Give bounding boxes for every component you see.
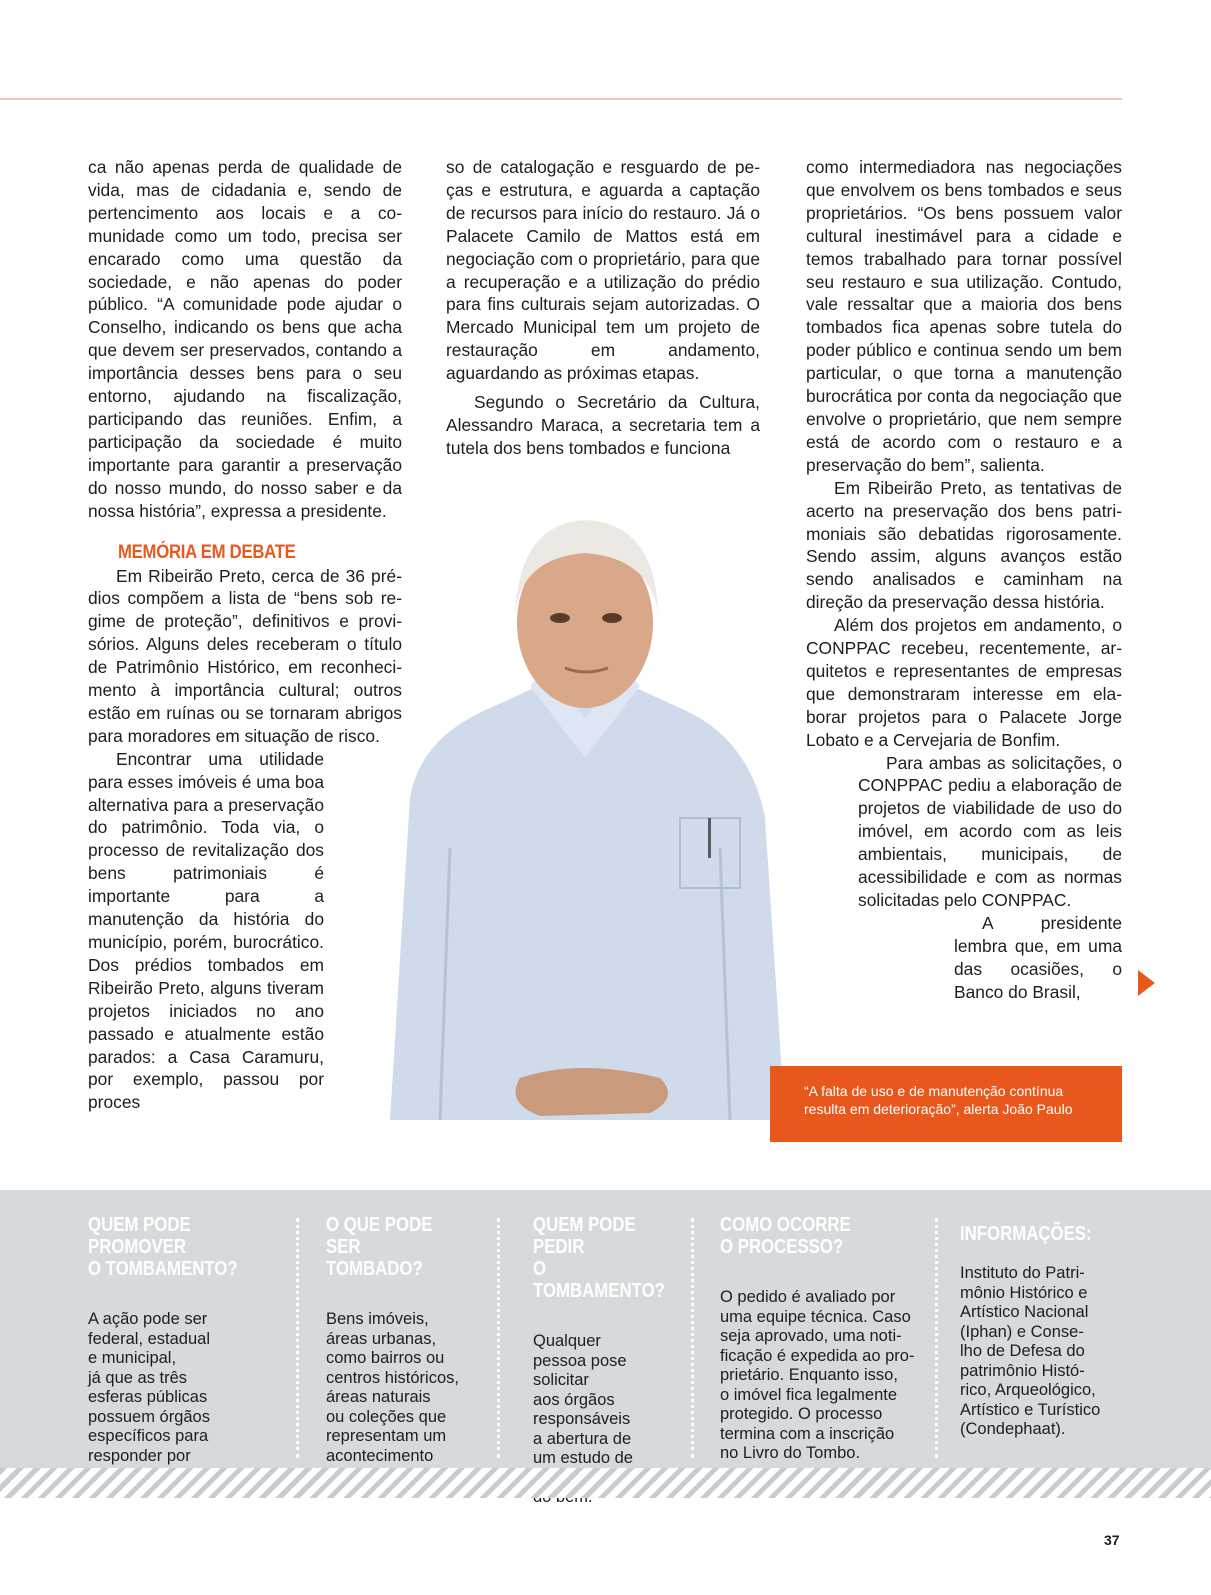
info-divider	[296, 1218, 299, 1458]
info-column-1	[88, 1214, 288, 1486]
paragraph: Em Ribeirão Preto, as tentativas de acerto na preservação dos bens patrimoniais são debatidas rigorosamente. Sendo assim, alguns avanços estão sendo analisados e caminham na direção da preservação dessa história.	[806, 477, 1122, 613]
info-title: O QUE PODE SER TOMBADO?	[326, 1214, 433, 1280]
paragraph: Encontrar uma utilidade para esses imóveis é uma boa alternativa para a preservação do patrimônio. Toda via, o processo de revitalização dos bens patrimoniais é importante para a manutenção da história do município, porém, burocrático. Dos prédios tombados em Ribeirão Preto, alguns tiveram projetos iniciados no ano passado e atualmente estão parados: a Casa Caramuru, por exemplo, passou por proces	[88, 748, 324, 1113]
info-title: COMO OCORRE O PROCESSO?	[720, 1214, 851, 1258]
page-number: 37	[1104, 1532, 1120, 1548]
paragraph: Em Ribeirão Preto, cerca de 36 prédios compõem a lista de “bens sob regime de proteção”, definitivos e provisórios. Alguns deles receberam o título de Patrimônio Histórico, em reconhecimento à importância cultural; outros estão em ruínas ou se tornaram abrigos para moradores em situação de risco.	[88, 565, 402, 746]
photo-caption: “A falta de uso e de manutenção contínua resulta em deterioração”, alerta João Paulo	[770, 1066, 1122, 1142]
portrait-photo	[380, 518, 790, 1120]
info-column-4	[720, 1214, 920, 1464]
article-column-1	[88, 156, 402, 1114]
info-column-5	[960, 1212, 1120, 1440]
info-column-2	[326, 1214, 496, 1486]
info-divider	[691, 1218, 694, 1458]
info-body: Qualquer pessoa pose solicitar aos órgãos responsáveis a abertura de um estudo de	[533, 1332, 633, 1467]
info-title: INFORMAÇÕES:	[960, 1223, 1092, 1245]
top-rule	[0, 98, 1122, 100]
info-title: QUEM PODE PEDIR O TOMBAMENTO?	[533, 1214, 665, 1302]
paragraph: Segundo o Secretário da Cultura, Alessandro Maraca, a secretaria tem a tutela dos bens tombados e funciona	[446, 392, 760, 458]
paragraph: A presidente lembra que, em uma das ocasiões, o Banco do Brasil,	[954, 912, 1122, 1002]
info-body: A ação pode ser federal, estadual e municipal, já que as três esferas públicas possuem órgãos específicos para responder por	[88, 1310, 211, 1465]
continue-arrow-icon	[1138, 970, 1155, 996]
paragraph: so de catalogação e resguardo de peças e estrutura, e aguarda a captação de recursos para início do restauro. Já o Palacete Camilo de Mattos está em negociação com o proprietário, para que a recuperação e a utilização do prédio para fins culturais sejam autorizadas. O Mercado Municipal tem um projeto de restauração em andamento, aguardando as próximas etapas.	[446, 157, 760, 384]
paragraph: ca não apenas perda de qualidade de vida, mas de cidadania e, sendo de pertencimento aos locais e a comunidade como um todo, precisa ser encarado como uma questão da sociedade, e não apenas do poder público. “A comunidade pode ajudar o Conselho, indicando os bens que acha que devem ser preservados, contando a importância desses bens para o seu entorno, ajudando na fiscalização, participando das reuniões. Enfim, a participação da sociedade é muito importante para garantir a preservação do nosso mundo, do nosso saber e da nossa história”, expressa a presidente.	[88, 157, 402, 521]
info-body: Bens imóveis, áreas urbanas, como bairros ou centros históricos, áreas naturais ou coleções que representam um acontecimento	[326, 1310, 459, 1465]
decorative-stripes	[0, 1468, 1211, 1498]
info-divider	[935, 1218, 938, 1458]
article-column-2	[446, 156, 760, 460]
paragraph: Além dos projetos em andamento, o CONPPAC recebeu, recentemente, arquitetos e representantes de empresas que demonstraram interesse em elaborar projetos para o Palacete Jorge Lobato e a Cervejaria de Bonfim.	[806, 615, 1122, 750]
info-body: O pedido é avaliado por uma equipe técnica. Caso seja aprovado, uma noti- ficação é expedida ao pro- prietário. Enquanto isso, o imóvel fica legalmente protegido. O processo termina com a inscrição no Livro do Tombo.	[720, 1288, 915, 1462]
info-title: QUEM PODE PROMOVER O TOMBAMENTO?	[88, 1214, 238, 1280]
section-heading: MEMÓRIA EM DEBATE	[118, 541, 296, 563]
paragraph: Para ambas as solicitações, o CONPPAC pediu a elaboração de projetos de viabilidade de uso do imóvel, em acordo com as leis ambientais, municipais, de acessibilidade e com as normas solicitadas pelo CONPPAC.	[858, 752, 1122, 910]
paragraph: como intermediadora nas negociações que envolvem os bens tombados e seus proprietários. “Os bens possuem valor cultural inestimável para a cidade e temos trabalhado para tornar possível seu restauro e sua utilização. Contudo, vale ressaltar que a maioria dos bens tombados fica apenas sobre tutela do poder público e continua sendo um bem particular, o que torna a manutenção burocrática por conta da negociação que envolve o proprietário, que nem sempre está de acordo com o restauro e a preservação do bem”, salienta.	[806, 157, 1122, 475]
hands	[516, 1068, 669, 1116]
article-column-3	[806, 156, 1122, 1004]
info-body: Instituto do Patri- mônio Histórico e Artístico Nacional (Iphan) e Conse- lho de Defesa do patrimônio Histó- rico, Arqueológico, Artístico e Turístico (Condephaat).	[960, 1264, 1101, 1438]
info-divider	[497, 1218, 500, 1458]
info-column-3	[533, 1214, 693, 1508]
